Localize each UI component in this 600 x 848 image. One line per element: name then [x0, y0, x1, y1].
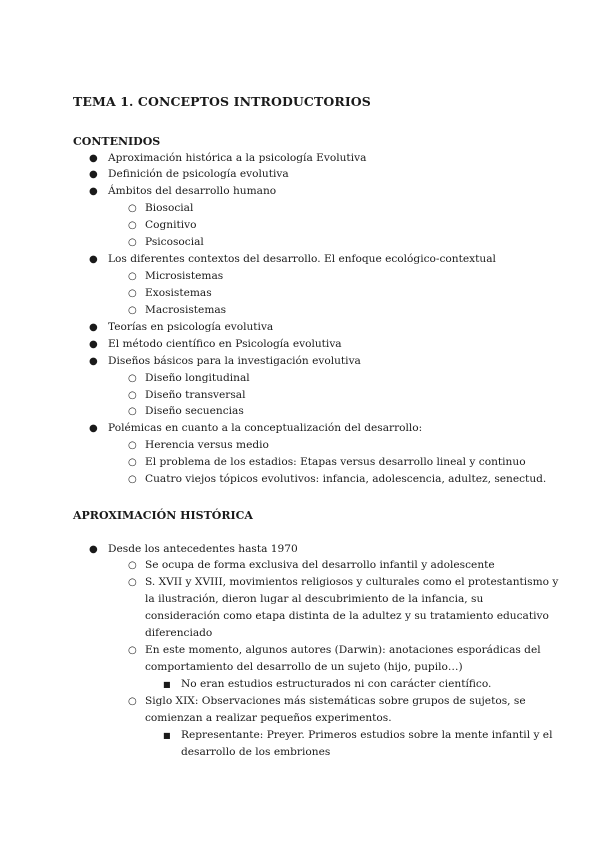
list-item: Diseño secuencias	[145, 405, 244, 417]
bullet-square: ■	[163, 680, 171, 689]
bullet-disc: ●	[89, 322, 98, 333]
page-title: TEMA 1. CONCEPTOS INTRODUCTORIOS	[73, 94, 371, 109]
bullet-disc: ●	[89, 544, 98, 555]
list-item: Los diferentes contextos del desarrollo. El enfoque ecológico-contextual	[108, 253, 496, 265]
bullet-circle: ○	[128, 271, 137, 282]
list-item-continuation: la ilustración, dieron lugar al descubrimiento de la infancia, su	[145, 593, 484, 605]
list-item: S. XVII y XVIII, movimientos religiosos y culturales como el protestantismo y	[145, 576, 559, 588]
bullet-circle: ○	[128, 390, 137, 401]
aproximacion-heading: APROXIMACIÓN HISTÓRICA	[73, 509, 253, 522]
list-item-continuation: comportamiento del desarrollo de un sujeto (hijo, pupilo…)	[145, 661, 463, 673]
bullet-circle: ○	[128, 373, 137, 384]
bullet-circle: ○	[128, 203, 137, 214]
bullet-circle: ○	[128, 577, 137, 588]
bullet-disc: ●	[89, 356, 98, 367]
bullet-circle: ○	[128, 645, 137, 656]
list-item: El método científico en Psicología evolutiva	[108, 338, 342, 350]
list-item: Psicosocial	[145, 236, 204, 248]
list-item-continuation: consideración como etapa distinta de la adultez y su tratamiento educativo	[145, 610, 549, 622]
bullet-circle: ○	[128, 288, 137, 299]
list-item: Definición de psicología evolutiva	[108, 168, 289, 180]
bullet-circle: ○	[128, 440, 137, 451]
list-item: Diseño longitudinal	[145, 372, 250, 384]
bullet-circle: ○	[128, 237, 137, 248]
list-item: Siglo XIX: Observaciones más sistemáticas sobre grupos de sujetos, se	[145, 695, 526, 707]
bullet-circle: ○	[128, 560, 137, 571]
bullet-circle: ○	[128, 474, 137, 485]
list-item: Herencia versus medio	[145, 439, 269, 451]
list-item: El problema de los estadios: Etapas versus desarrollo lineal y continuo	[145, 456, 526, 468]
list-item: Se ocupa de forma exclusiva del desarrollo infantil y adolescente	[145, 559, 495, 571]
list-item: Exosistemas	[145, 287, 212, 299]
bullet-disc: ●	[89, 153, 98, 164]
bullet-circle: ○	[128, 406, 137, 417]
list-item: Cognitivo	[145, 219, 197, 231]
list-item: Microsistemas	[145, 270, 224, 282]
list-item: Teorías en psicología evolutiva	[108, 321, 274, 333]
list-item: Polémicas en cuanto a la conceptualización del desarrollo:	[108, 422, 423, 434]
list-item: Biosocial	[145, 202, 194, 214]
list-item: Diseños básicos para la investigación evolutiva	[108, 355, 361, 367]
bullet-disc: ●	[89, 186, 98, 197]
bullet-circle: ○	[128, 457, 137, 468]
list-item-continuation: desarrollo de los embriones	[181, 746, 331, 758]
bullet-disc: ●	[89, 339, 98, 350]
list-item: Representante: Preyer. Primeros estudios sobre la mente infantil y el	[181, 729, 553, 741]
list-item-continuation: comienzan a realizar pequeños experimentos.	[145, 712, 392, 724]
list-item: Aproximación histórica a la psicología Evolutiva	[108, 152, 367, 164]
bullet-circle: ○	[128, 220, 137, 231]
list-item: Diseño transversal	[145, 389, 246, 401]
list-item: Macrosistemas	[145, 304, 227, 316]
list-item: En este momento, algunos autores (Darwin): anotaciones esporádicas del	[145, 644, 541, 656]
list-item: No eran estudios estructurados ni con carácter científico.	[181, 678, 492, 690]
contenidos-heading: CONTENIDOS	[73, 135, 161, 148]
bullet-disc: ●	[89, 254, 98, 265]
list-item: Cuatro viejos tópicos evolutivos: infancia, adolescencia, adultez, senectud.	[145, 473, 547, 485]
list-item: Ámbitos del desarrollo humano	[108, 185, 277, 197]
bullet-square: ■	[163, 731, 171, 740]
list-item-continuation: diferenciado	[145, 627, 213, 639]
bullet-circle: ○	[128, 305, 137, 316]
list-item: Desde los antecedentes hasta 1970	[108, 543, 298, 555]
bullet-disc: ●	[89, 169, 98, 180]
bullet-disc: ●	[89, 423, 98, 434]
bullet-circle: ○	[128, 696, 137, 707]
